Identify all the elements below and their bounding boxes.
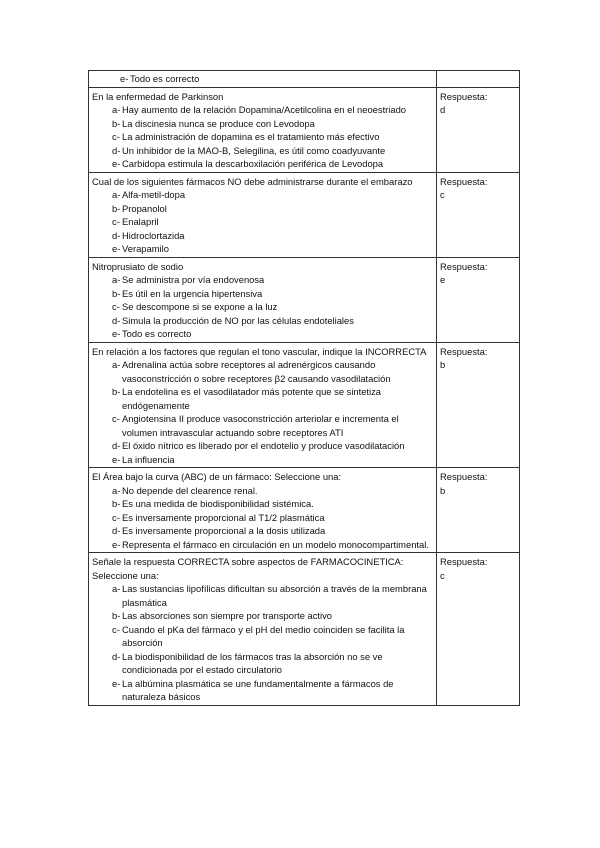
questions-table-body xyxy=(89,71,520,706)
option-letter: d- xyxy=(112,144,121,156)
option-text: Es una medida de biodisponibilidad sistémica. xyxy=(122,498,314,509)
answer-cell xyxy=(437,553,520,706)
option-item xyxy=(92,144,433,158)
question-cell xyxy=(89,257,437,342)
option-text: Todo es correcto xyxy=(130,73,200,84)
option-text: Se descompone si se expone a la luz xyxy=(122,301,278,312)
answer-cell xyxy=(437,71,520,88)
option-item xyxy=(92,202,433,216)
option-text: Simula la producción de NO por las células endoteliales xyxy=(122,314,354,326)
question-cell xyxy=(89,71,437,88)
answer-label: Respuesta: xyxy=(440,345,488,357)
option-letter: d- xyxy=(112,314,121,326)
option-letter: c- xyxy=(112,216,120,227)
option-text: La influencia xyxy=(122,453,175,465)
option-item xyxy=(92,623,433,650)
option-text: Hidroclortazida xyxy=(122,229,185,241)
option-text: No depende del clearence renal. xyxy=(122,484,258,496)
answer-value: c xyxy=(440,189,445,200)
option-text: El óxido nítrico es liberado por el endotelio y produce vasodilatación xyxy=(122,440,405,451)
option-letter: b- xyxy=(112,202,121,214)
option-letter: e- xyxy=(112,677,121,689)
option-item xyxy=(92,453,433,467)
option-text: Todo es correcto xyxy=(122,328,192,339)
option-text: Cuando el pKa del fármaco y el pH del medio coinciden se facilita la absorción xyxy=(122,623,405,648)
answer-label: Respuesta: xyxy=(440,556,488,567)
option-item xyxy=(92,582,433,609)
question-row xyxy=(89,342,520,468)
option-letter: e- xyxy=(112,243,121,254)
option-text: Un inhibidor de la MAO-B, Selegilina, es útil como coadyuvante xyxy=(122,144,386,156)
option-text: Adrenalina actúa sobre receptores al adrenérgicos causando vasoconstricción o sobre receptores β2 causando vasodilatación xyxy=(122,359,391,384)
option-item xyxy=(92,72,433,86)
option-item xyxy=(92,538,433,552)
answer-value: d xyxy=(440,104,446,115)
option-text: Carbidopa estimula la descarboxilación periférica de Levodopa xyxy=(122,158,384,169)
option-text: Verapamilo xyxy=(122,243,169,254)
answer-value: b xyxy=(440,484,446,496)
question-row xyxy=(89,553,520,706)
option-letter: e- xyxy=(112,328,121,339)
option-letter: c- xyxy=(112,131,120,142)
option-text: Hay aumento de la relación Dopamina/Acetilcolina en el neoestriado xyxy=(122,104,407,115)
option-item xyxy=(92,385,433,412)
questions-table xyxy=(88,70,520,706)
option-text: Las absorciones son siempre por transporte activo xyxy=(122,610,333,621)
option-item xyxy=(92,188,433,202)
question-row xyxy=(89,257,520,342)
option-item xyxy=(92,130,433,144)
question-cell xyxy=(89,468,437,553)
option-letter: e- xyxy=(112,538,121,550)
option-text: Es inversamente proporcional al T1/2 plasmática xyxy=(122,511,325,523)
option-item xyxy=(92,103,433,117)
option-letter: a- xyxy=(112,484,121,496)
question-cell xyxy=(89,553,437,706)
option-item xyxy=(92,117,433,131)
option-letter: d- xyxy=(112,440,121,451)
question-row xyxy=(89,87,520,172)
question-row xyxy=(89,172,520,257)
question-cell xyxy=(89,172,437,257)
option-item xyxy=(92,358,433,385)
option-text: Las sustancias lipofílicas dificultan su absorción a través de la membrana plasmática xyxy=(122,583,427,608)
option-text: Es inversamente proporcional a la dosis utilizada xyxy=(122,525,326,536)
answer-cell xyxy=(437,257,520,342)
option-letter: c- xyxy=(112,511,120,523)
option-letter: e- xyxy=(112,453,121,465)
option-text: La endotelina es el vasodilatador más potente que se sintetiza endógenamente xyxy=(122,386,382,411)
option-item xyxy=(92,242,433,256)
option-text: Enalapril xyxy=(122,216,159,227)
option-item xyxy=(92,215,433,229)
option-letter: b- xyxy=(112,386,121,397)
option-letter: a- xyxy=(112,189,121,200)
option-list xyxy=(92,484,433,552)
answer-value: b xyxy=(440,359,446,370)
option-list xyxy=(92,273,433,341)
answer-cell xyxy=(437,172,520,257)
option-letter: a- xyxy=(112,274,121,285)
option-letter: b- xyxy=(112,610,121,621)
option-item xyxy=(92,229,433,243)
option-letter: d- xyxy=(112,525,121,536)
option-text: Angiotensina II produce vasoconstricción arteriolar e incrementa el volumen intravascular actuando sobre receptores ATI xyxy=(122,413,399,438)
option-item xyxy=(92,511,433,525)
option-letter: c- xyxy=(112,413,120,424)
option-letter: b- xyxy=(112,117,121,129)
option-letter: a- xyxy=(112,104,121,115)
option-item xyxy=(92,439,433,453)
answer-label: Respuesta: xyxy=(440,90,488,102)
option-list xyxy=(92,188,433,256)
option-text: Es útil en la urgencia hipertensiva xyxy=(122,287,263,299)
option-list xyxy=(92,582,433,704)
option-text: La administración de dopamina es el tratamiento más efectivo xyxy=(122,131,380,142)
option-list xyxy=(92,103,433,171)
option-text: Se administra por vía endovenosa xyxy=(122,274,265,285)
option-text: La albúmina plasmática se une fundamentalmente a fármacos de naturaleza básicos xyxy=(122,677,394,702)
question-cell xyxy=(89,87,437,172)
answer-label: Respuesta: xyxy=(440,260,488,272)
question-row xyxy=(89,71,520,88)
option-letter: a- xyxy=(112,359,121,370)
option-item xyxy=(92,157,433,171)
option-item xyxy=(92,484,433,498)
option-item xyxy=(92,314,433,328)
option-item xyxy=(92,497,433,511)
answer-value: c xyxy=(440,569,445,581)
answer-cell xyxy=(437,87,520,172)
question-stem: Cual de los siguientes fármacos NO debe administrarse durante el embarazo xyxy=(92,175,413,187)
question-row xyxy=(89,468,520,553)
option-text: Representa el fármaco en circulación en un modelo monocompartimental. xyxy=(122,538,429,550)
option-text: La discinesia nunca se produce con Levodopa xyxy=(122,117,315,129)
option-item xyxy=(92,677,433,704)
question-stem: En relación a los factores que regulan el tono vascular, indique la INCORRECTA xyxy=(92,345,427,357)
option-list xyxy=(92,358,433,466)
option-item xyxy=(92,300,433,314)
answer-cell xyxy=(437,468,520,553)
option-letter: e- xyxy=(112,158,121,169)
option-letter: e- xyxy=(120,73,129,84)
option-text: La biodisponibilidad de los fármacos tras la absorción no se ve condicionada por el estado circulatorio xyxy=(122,650,383,675)
option-item xyxy=(92,273,433,287)
option-text: Propanolol xyxy=(122,202,167,214)
option-letter: c- xyxy=(112,301,120,312)
option-item xyxy=(92,524,433,538)
question-stem: Nitroprusiato de sodio xyxy=(92,260,184,272)
answer-cell xyxy=(437,342,520,468)
option-item xyxy=(92,287,433,301)
option-list xyxy=(92,72,433,86)
option-letter: b- xyxy=(112,498,121,509)
option-item xyxy=(92,412,433,439)
answer-label: Respuesta: xyxy=(440,471,488,482)
option-letter: b- xyxy=(112,287,121,299)
option-item xyxy=(92,650,433,677)
option-item xyxy=(92,609,433,623)
question-stem: El Área bajo la curva (ABC) de un fármaco: Seleccione una: xyxy=(92,471,342,482)
answer-value: e xyxy=(440,274,446,285)
option-text: Alfa-metil-dopa xyxy=(122,189,186,200)
answer-label: Respuesta: xyxy=(440,175,488,187)
question-stem: Señale la respuesta CORRECTA sobre aspectos de FARMACOCINETICA: Seleccione una: xyxy=(92,556,404,581)
option-letter: d- xyxy=(112,229,121,241)
question-cell xyxy=(89,342,437,468)
option-letter: c- xyxy=(112,623,120,635)
option-item xyxy=(92,327,433,341)
option-letter: d- xyxy=(112,650,121,662)
question-stem: En la enfermedad de Parkinson xyxy=(92,90,224,102)
option-letter: a- xyxy=(112,583,121,594)
